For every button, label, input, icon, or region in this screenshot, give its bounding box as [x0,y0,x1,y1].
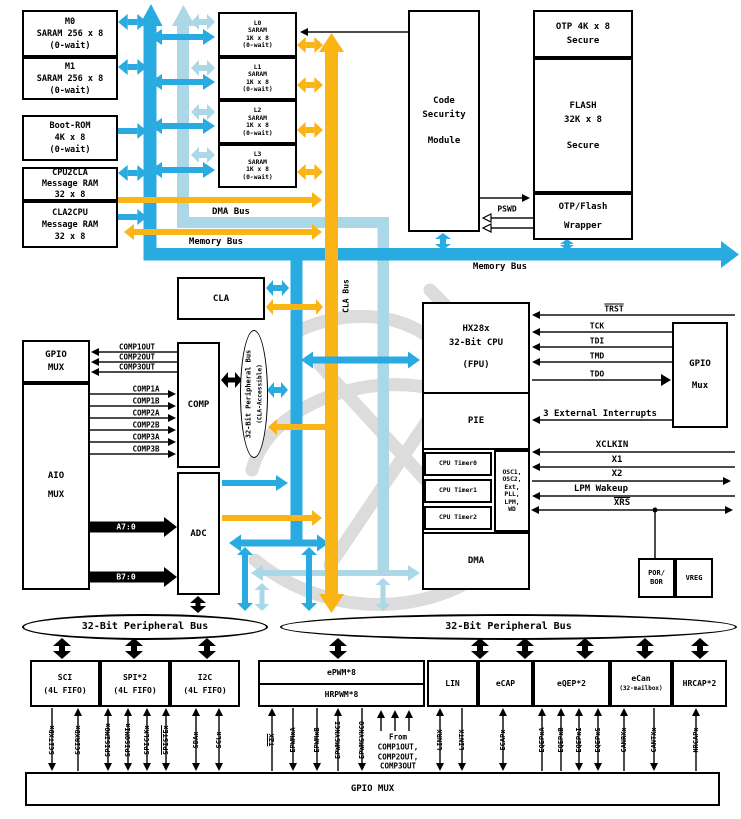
osc-pll-box [494,450,530,532]
box-line: PLL, [504,491,520,498]
box-line: 32-Bit CPU [448,338,504,348]
sci-box [30,660,100,707]
ecap-box [478,660,533,707]
box-line: CLA [212,293,230,304]
box-line: Code [433,96,455,106]
comp1out-label: COMP1OUT [118,342,156,352]
box-line: SARAM 256 x 8 [36,28,104,39]
m1-saram-box [22,57,118,100]
box-line: Message RAM [41,219,99,230]
box-line: 32 x 8 [54,189,86,200]
box-line: (0-wait) [242,42,273,49]
box-line: eQEP*2 [557,678,586,688]
pin-label: SCITXDx [48,725,56,755]
cpu2cla-ram-box [22,167,118,201]
tdo-label: TDO [589,369,605,379]
x2-label: X2 [611,469,623,479]
box-line: (4L FIFO) [183,685,227,695]
box-line: SARAM [248,114,267,122]
cla-box [177,277,265,320]
pin-label: SPICLKx [143,725,151,755]
external-interrupts-label: 3 External Interrupts [543,409,657,419]
pin-label: CANRXx [620,727,628,753]
box-line: M0 [64,16,76,27]
box-line: SARAM [248,158,267,166]
hrcap-box [672,660,727,707]
box-line: COMP [187,400,210,410]
box-line: CLA2CPU [52,207,88,218]
x1-label: X1 [611,455,623,465]
ecan-box [610,660,672,707]
tmd-label: TMD [589,351,605,361]
box-line: 1K x 8 [246,122,269,129]
comp2a-label: COMP2A [132,408,160,418]
comp1a-label: COMP1A [132,384,160,394]
trst-label: TRST [604,304,624,314]
otp-flash-wrapper-box [533,193,633,240]
pin-label: EPWMSYNCO [358,721,366,759]
box-line: 1K x 8 [246,166,269,173]
pin-label: LINTX [458,729,466,751]
por-bor-box [638,558,675,598]
comp3b-label: COMP3B [132,444,160,454]
pin-label: $\overline{TZX}$ [268,733,276,747]
aio-mux-box [22,383,90,590]
box-line: AIO [47,471,65,481]
box-line: CPU Timer2 [439,514,477,522]
cla-bus-label: CLA Bus [341,279,351,313]
adc-b-channels-label: B7:0 [116,572,136,582]
box-line: 1K x 8 [246,34,269,42]
box-line: (0-wait) [49,85,91,96]
box-line: 32-Bit Peripheral Bus [81,621,209,632]
cpu-timer1-box [424,479,492,503]
pin-label: EQEPxS [594,727,602,753]
dma-box [422,532,530,590]
box-line: ADC [190,528,207,539]
cla-peripheral-bus-label: 32-Bit Peripheral Bus [244,349,253,439]
pin-label: EQEPxI [575,727,583,753]
box-line: GPIO [45,349,67,360]
comp2out-label: COMP2OUT [118,352,156,362]
box-line: (0-wait) [49,40,91,51]
hrpwm-label: HRPWM*8 [324,690,359,699]
memory-bus-left-label: Memory Bus [188,237,244,247]
box-line: HX28x [462,324,490,334]
box-line: 32 x 8 [54,231,86,242]
box-line: M1 [64,61,76,72]
box-line: OSC1, [502,468,522,476]
box-line: (32-mailbox) [619,684,663,692]
adc-a-channels-label: A7:0 [116,522,136,532]
pin-label: SCLx [215,731,223,749]
peripheral-bus-left-ellipse [22,614,268,640]
from-comp-line: From [388,732,408,742]
cla-accessible-label: (CLA-Accessible) [256,364,264,424]
box-line: (0-wait) [49,145,91,155]
cla2cpu-ram-box [22,201,118,248]
box-line: eCAP [495,678,516,688]
box-line: LPM, [504,498,520,506]
l1-saram-box [218,57,297,100]
box-line: SCI [57,672,73,682]
cpu-timer2-box [424,506,492,530]
box-line: MUX [47,362,65,373]
from-comp-line: COMP1OUT, [377,742,419,752]
pin-label: SPISIMOx [104,723,112,757]
code-security-module-box [408,10,480,232]
pin-label: CANTXx [650,727,658,753]
box-line: OTP 4K x 8 [555,22,611,32]
box-line: Secure [566,36,600,46]
pin-label: SPISOMIx [124,723,132,757]
eqep-box [533,660,610,707]
box-line: 32-Bit Peripheral Bus [445,621,572,632]
gpio-mux-right-box [672,322,728,428]
box-line: DMA [467,556,485,566]
pin-label: LINRX [436,729,444,751]
gpio-mux-bottom-box [25,772,720,806]
dma-bus-label: DMA Bus [212,207,250,217]
box-line: 4K x 8 [54,133,86,143]
flash-box [533,58,633,193]
box-line: WD [508,506,516,513]
from-comp-line: COMP3OUT [379,761,417,771]
box-line: OTP/Flash [558,201,608,212]
i2c-box [170,660,240,707]
box-line: 32K x 8 [564,114,602,125]
tdi-label: TDI [589,336,605,346]
memory-bus-right-label: Memory Bus [472,262,528,272]
box-line: 1K x 8 [246,78,269,86]
comp1b-label: COMP1B [132,396,160,406]
pin-label: SCIRXDx [74,725,82,755]
box-line: Secure [566,140,600,151]
box-line: (0-wait) [242,129,273,137]
pin-label: EQEPxB [557,727,565,753]
box-line: (0-wait) [242,173,273,181]
box-line: (0-wait) [242,86,273,93]
boot-rom-box [22,115,118,161]
vreg-box [675,558,713,598]
comp3a-label: COMP3A [132,432,160,442]
box-line: CPU2CLA [52,167,88,178]
m0-saram-box [22,10,118,57]
box-line: BOR [650,578,663,586]
pin-label: EPWMxB [313,727,321,753]
box-line: L1 [253,63,262,71]
pin-label: EPWMxA [289,727,297,753]
l0-saram-box [218,12,297,57]
box-line: Wrapper [564,220,602,231]
box-line: PIE [467,416,485,426]
box-line: HRCAP*2 [682,678,717,688]
box-line: (4L FIFO) [43,685,87,695]
box-line: L2 [253,107,262,114]
tck-label: TCK [589,321,605,331]
box-line: SARAM 256 x 8 [36,73,104,84]
pin-label: HRCAPx [692,727,700,753]
lin-box [427,660,478,707]
box-line: I2C [197,672,213,682]
xclkin-label: XCLKIN [595,440,629,450]
box-line: Module [427,136,461,146]
box-line: Message RAM [41,178,99,189]
spi-box [100,660,170,707]
box-line: SARAM [248,71,267,78]
pswd-label: PSWD [497,204,517,214]
epwm-box [258,660,425,707]
peripheral-bus-right-ellipse [280,614,737,640]
box-line: VREG [685,573,703,582]
lpm-wakeup-label: LPM Wakeup [573,484,629,494]
epwm-label: ePWM*8 [260,662,423,685]
box-line: POR/ [648,569,665,577]
pin-label: SPISTEx [162,725,170,755]
gpio-mux-left-box [22,340,90,383]
l3-saram-box [218,144,297,188]
box-line: GPIO [689,358,711,369]
cpu-box [424,304,528,390]
comp-box [177,342,220,468]
cpu-timer0-box [424,452,492,476]
pin-label: EQEPxA [538,727,546,753]
box-line: SPI*2 [122,672,148,682]
box-line: Ext, [504,483,520,491]
box-line: (4L FIFO) [113,685,157,695]
pin-label: EPWMSYNCI [334,721,342,759]
box-line: Mux [691,380,709,391]
pin-label: SDAx [192,731,200,749]
l2-saram-box [218,100,297,144]
box-line: (FPU) [462,360,490,370]
pie-box [422,392,530,450]
box-line: Boot-ROM [49,121,91,131]
box-line: L3 [253,151,262,158]
box-line: CPU Timer0 [439,460,477,468]
box-line: Security [422,110,466,120]
comp3out-label: COMP3OUT [118,362,156,372]
otp-box [533,10,633,58]
box-line: SARAM [248,27,267,34]
box-line: CPU Timer1 [439,487,477,495]
box-line: OSC2, [502,476,522,483]
box-line: eCan [631,673,651,683]
comp2b-label: COMP2B [132,420,160,430]
xrs-label: $\overline{XRS}$ [613,498,631,508]
box-line: MUX [47,490,65,500]
box-line: L0 [253,19,262,27]
box-line: GPIO MUX [350,784,395,794]
from-comp-line: COMP2OUT, [377,752,419,762]
box-line: FLASH [569,100,597,111]
box-line: LIN [445,678,460,688]
adc-box [177,472,220,595]
pin-label: ECAPx [499,729,507,751]
